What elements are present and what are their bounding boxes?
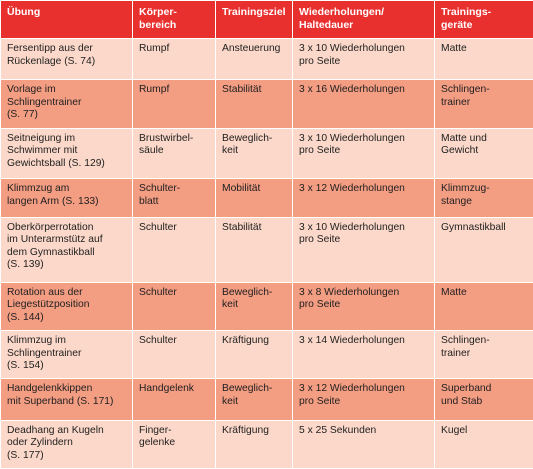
header-line: bereich (139, 18, 177, 31)
cell-line: (S. 77) (7, 109, 38, 121)
cell-repetitions (293, 379, 435, 420)
cell-line: (S. 144) (7, 311, 44, 323)
cell-line: Mobilität (222, 183, 261, 195)
cell-line: 3 x 10 Wiederholungen (299, 132, 405, 144)
table-row (1, 39, 533, 80)
cell-body-area (133, 217, 216, 282)
cell-line: Superband (441, 383, 492, 395)
cell-line: Ansteuerung (222, 43, 281, 54)
cell-line: Beweglich- (222, 383, 273, 395)
header-line: Körper- (139, 6, 177, 18)
cell-equipment (435, 331, 533, 379)
cell-body-area (133, 331, 216, 379)
cell-line: Gewicht (441, 145, 479, 157)
cell-line: Schlingen- (441, 335, 490, 347)
cell-line: 3 x 16 Wiederholungen (299, 84, 405, 96)
cell-line: Klimmzug- (441, 183, 490, 195)
cell-body-area (133, 80, 216, 128)
cell-equipment (435, 379, 533, 420)
cell-line: im Unterarmstütz auf (7, 234, 103, 246)
header-equipment (435, 1, 533, 39)
cell-line: (S. 177) (7, 449, 44, 461)
cell-training-goal (216, 39, 293, 80)
cell-line: keit (222, 299, 239, 311)
header-line: Wiederholungen/ (299, 6, 385, 18)
cell-line: Kräftigung (222, 424, 269, 436)
cell-repetitions (293, 39, 435, 80)
cell-line: Deadhang an Kugeln (7, 424, 104, 436)
cell-line: 3 x 10 Wiederholungen (299, 43, 405, 54)
cell-line: Stabilität (222, 84, 262, 96)
cell-line: (S. 154) (7, 360, 44, 372)
cell-line: Handgelenkkippen (7, 383, 93, 395)
cell-line: Vorlage im (7, 84, 56, 96)
cell-line: Fersentipp aus der (7, 43, 93, 54)
cell-line: Gymnastikball (441, 221, 506, 233)
cell-line: Schlingentrainer (7, 347, 82, 359)
cell-line: Schulter- (139, 183, 181, 195)
cell-line: Schulter (139, 286, 177, 298)
cell-line: 3 x 14 Wiederholungen (299, 335, 405, 347)
table-row (1, 420, 533, 468)
cell-line: keit (222, 395, 239, 407)
cell-line: 5 x 25 Sekunden (299, 424, 377, 436)
cell-line: Schulter (139, 221, 177, 233)
cell-exercise (1, 331, 133, 379)
header-body-area (133, 1, 216, 39)
cell-line: trainer (441, 347, 471, 359)
cell-line: Rumpf (139, 84, 170, 96)
cell-line: stange (441, 195, 472, 207)
header-training-goal (216, 1, 293, 39)
cell-line: pro Seite (299, 55, 341, 67)
cell-line: Schlingentrainer (7, 96, 82, 108)
cell-line: pro Seite (299, 395, 341, 407)
cell-line: Schulter (139, 335, 177, 347)
cell-repetitions (293, 80, 435, 128)
cell-training-goal (216, 128, 293, 179)
cell-body-area (133, 282, 216, 330)
cell-training-goal (216, 420, 293, 468)
cell-training-goal (216, 179, 293, 217)
cell-line: 3 x 10 Wiederholungen (299, 221, 405, 233)
cell-body-area (133, 179, 216, 217)
cell-line: Beweglich- (222, 132, 273, 144)
cell-equipment (435, 39, 533, 80)
cell-line: Rückenlage (S. 74) (7, 55, 96, 67)
cell-line: Matte (441, 286, 467, 298)
cell-line: Klimmzug im (7, 335, 66, 347)
cell-line: Oberkörperrotation (7, 221, 94, 233)
cell-body-area (133, 39, 216, 80)
cell-exercise (1, 217, 133, 282)
table-row (1, 282, 533, 330)
cell-training-goal (216, 217, 293, 282)
cell-line: trainer (441, 96, 471, 108)
cell-repetitions (293, 331, 435, 379)
cell-exercise (1, 282, 133, 330)
cell-equipment (435, 80, 533, 128)
table-row (1, 379, 533, 420)
cell-line: Schlingen- (441, 84, 490, 96)
cell-line: und Stab (441, 395, 483, 407)
cell-line: 3 x 12 Wiederholungen (299, 183, 405, 195)
cell-equipment (435, 282, 533, 330)
cell-line: pro Seite (299, 299, 341, 311)
table-body (1, 39, 533, 469)
cell-line: Kräftigung (222, 335, 269, 347)
cell-exercise (1, 128, 133, 179)
cell-line: mit Superband (S. 171) (7, 395, 114, 407)
cell-line: Matte (441, 43, 467, 54)
table-header-row (1, 1, 533, 39)
table-row (1, 217, 533, 282)
cell-line: pro Seite (299, 234, 341, 246)
cell-line: (S. 139) (7, 259, 44, 271)
cell-repetitions (293, 420, 435, 468)
cell-repetitions (293, 282, 435, 330)
cell-line: 3 x 12 Wiederholungen (299, 383, 405, 395)
cell-training-goal (216, 282, 293, 330)
table-row (1, 179, 533, 217)
cell-line: Stabilität (222, 221, 262, 233)
cell-line: blatt (139, 195, 159, 207)
cell-exercise (1, 420, 133, 468)
cell-training-goal (216, 379, 293, 420)
cell-line: keit (222, 145, 239, 157)
cell-line: Handgelenk (139, 383, 194, 395)
cell-line: Liegestützposition (7, 299, 90, 311)
cell-line: Kugel (441, 424, 468, 436)
cell-equipment (435, 420, 533, 468)
header-line: Trainings- (441, 6, 492, 18)
cell-training-goal (216, 331, 293, 379)
cell-training-goal (216, 80, 293, 128)
table-row (1, 128, 533, 179)
cell-exercise (1, 39, 133, 80)
header-repetitions (293, 1, 435, 39)
header-line: geräte (441, 18, 473, 31)
cell-equipment (435, 217, 533, 282)
cell-line: Seitneigung im (7, 132, 76, 144)
cell-repetitions (293, 217, 435, 282)
cell-exercise (1, 379, 133, 420)
cell-body-area (133, 420, 216, 468)
cell-line: Gewichtsball (S. 129) (7, 157, 105, 169)
cell-line: Klimmzug am (7, 183, 70, 195)
cell-line: oder Zylindern (7, 437, 73, 449)
cell-exercise (1, 80, 133, 128)
cell-line: Brustwirbel- (139, 132, 194, 144)
cell-exercise (1, 179, 133, 217)
cell-equipment (435, 128, 533, 179)
cell-line: Rumpf (139, 43, 170, 54)
cell-line: pro Seite (299, 145, 341, 157)
cell-line: 3 x 8 Wiederholungen (299, 286, 400, 298)
table-row (1, 80, 533, 128)
cell-line: Schwimmer mit (7, 145, 78, 157)
table-row (1, 331, 533, 379)
cell-line: säule (139, 145, 164, 157)
cell-repetitions (293, 128, 435, 179)
header-line: Haltedauer (299, 18, 354, 31)
cell-line: gelenke (139, 437, 176, 449)
cell-body-area (133, 379, 216, 420)
cell-line: Finger- (139, 424, 172, 436)
cell-line: Matte und (441, 132, 487, 144)
header-exercise (1, 1, 133, 39)
cell-line: dem Gymnastikball (7, 246, 95, 258)
cell-line: Beweglich- (222, 286, 273, 298)
cell-repetitions (293, 179, 435, 217)
cell-equipment (435, 179, 533, 217)
header-line: Übung (7, 6, 41, 18)
cell-body-area (133, 128, 216, 179)
cell-line: Rotation aus der (7, 286, 83, 298)
cell-line: langen Arm (S. 133) (7, 195, 99, 207)
header-line: Trainingsziel (222, 6, 286, 18)
